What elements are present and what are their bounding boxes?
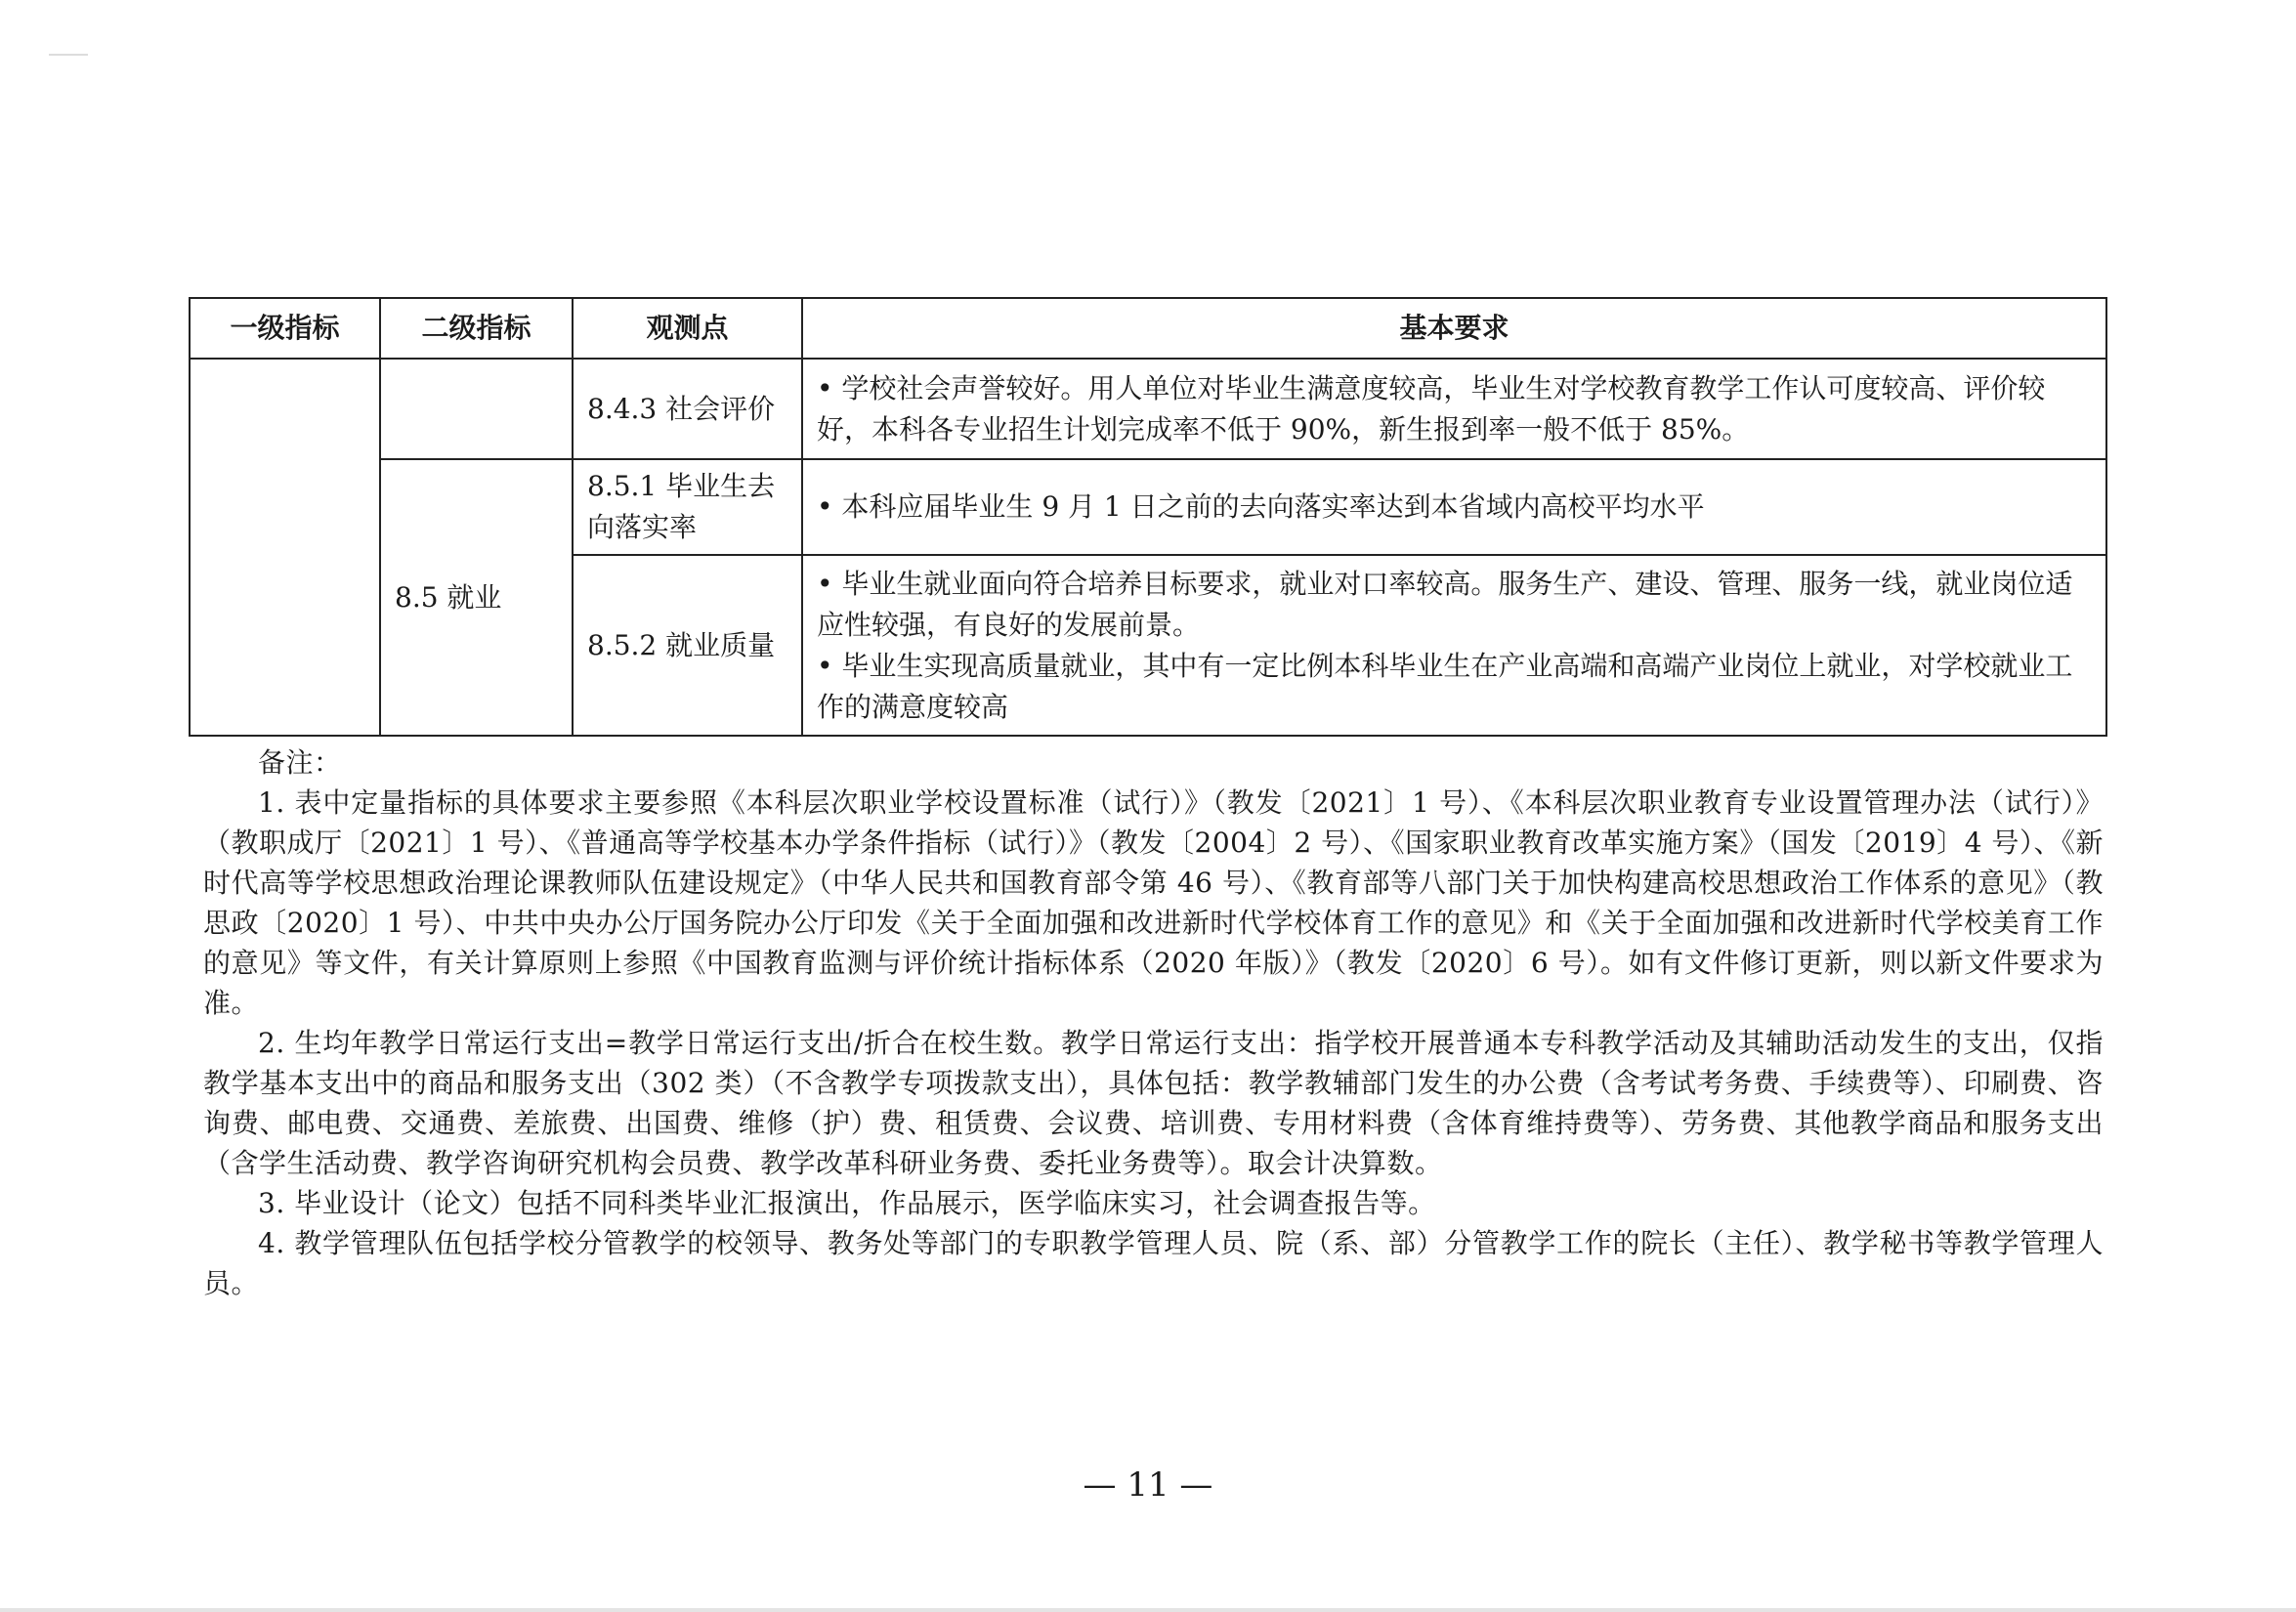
note-item: 2. 生均年教学日常运行支出=教学日常运行支出/折合在校生数。教学日常运行支出：指学校开展普通本专科教学活动及其辅助活动发生的支出，仅指教学基本支出中的商品和服务支出（302 类）（不含教学专项拨款支出），具体包括：教学教辅部门发生的办公费（含考试考务费、手续费等）、印刷费、咨询费、邮电费、交通费、差旅费、出国费、维修（护）费、租赁费、会议费、培训费、专用材料费（含体育维持费等）、劳务费、其他教学商品和服务支出（含学生活动费、教学咨询研究机构会员费、教学改革科研业务费、委托业务费等）。取会计决算数。 xyxy=(203,1027,2104,1179)
note-item: 1. 表中定量指标的具体要求主要参照《本科层次职业学校设置标准（试行）》（教发〔2021〕1 号）、《本科层次职业教育专业设置管理办法（试行）》（教职成厅〔2021〕1 号）、《普通高等学校基本办学条件指标（试行）》（教发〔2004〕2 号）、《国家职业教育改革实施方案》（国发〔2019〕4 号）、《新时代高等学校思想政治理论课教师队伍建设规定》（中华人民共和国教育部令第 46 号）、《教育部等八部门关于加快构建高校思想政治工作体系的意见》（教思政〔2020〕1 号）、中共中央办公厅国务院办公厅印发《关于全面加强和改进新时代学校体育工作的意见》和《关于全面加强和改进新时代学校美育工作的意见》等文件，有关计算原则上参照《中国教育监测与评价统计指标体系（2020 年版）》（教发〔2020〕6 号）。如有文件修订更新，则以新文件要求为准。 xyxy=(203,786,2104,1019)
requirement-item: • 学校社会声誉较好。用人单位对毕业生满意度较高，毕业生对学校教育教学工作认可度较高、评价较好，本科各专业招生计划完成率不低于 90%，新生报到率一般不低于 85%。 xyxy=(817,371,2046,445)
page-number: — 11 — xyxy=(1083,1465,1213,1505)
scan-mark xyxy=(49,54,88,56)
primary-indicator-cell xyxy=(190,359,380,736)
requirement-cell xyxy=(802,359,2106,459)
observation-cell: 8.5.2 就业质量 xyxy=(573,555,802,736)
observation-cell: 8.4.3 社会评价 xyxy=(573,359,802,459)
requirement-item: • 毕业生就业面向符合培养目标要求，就业对口率较高。服务生产、建设、管理、服务一线，就业岗位适应性较强，有良好的发展前景。 xyxy=(817,567,2073,641)
notes-title: 备注： xyxy=(258,746,342,779)
header-observation-point: 观测点 xyxy=(573,298,802,359)
requirement-cell xyxy=(802,459,2106,555)
requirement-cell xyxy=(802,555,2106,736)
table-header-row xyxy=(190,298,2106,359)
header-secondary-indicator: 二级指标 xyxy=(380,298,573,359)
header-primary-indicator: 一级指标 xyxy=(190,298,380,359)
note-item: 3. 毕业设计（论文）包括不同科类毕业汇报演出，作品展示，医学临床实习，社会调查报告等。 xyxy=(258,1187,1436,1219)
note-item: 4. 教学管理队伍包括学校分管教学的校领导、教务处等部门的专职教学管理人员、院（系、部）分管教学工作的院长（主任）、教学秘书等教学管理人员。 xyxy=(203,1227,2104,1299)
observation-cell: 8.5.1 毕业生去向落实率 xyxy=(573,459,802,555)
requirement-item: • 毕业生实现高质量就业，其中有一定比例本科毕业生在产业高端和高端产业岗位上就业，对学校就业工作的满意度较高 xyxy=(817,649,2073,723)
secondary-indicator-cell xyxy=(380,359,573,459)
notes-section xyxy=(203,742,2104,1303)
table-row xyxy=(190,359,2106,459)
requirements-table xyxy=(189,297,2107,737)
table-row xyxy=(190,459,2106,555)
requirement-item: • 本科应届毕业生 9 月 1 日之前的去向落实率达到本省域内高校平均水平 xyxy=(817,490,1705,523)
header-basic-requirement: 基本要求 xyxy=(802,298,2106,359)
secondary-indicator-cell: 8.5 就业 xyxy=(380,459,573,736)
scan-edge xyxy=(0,1608,2296,1612)
